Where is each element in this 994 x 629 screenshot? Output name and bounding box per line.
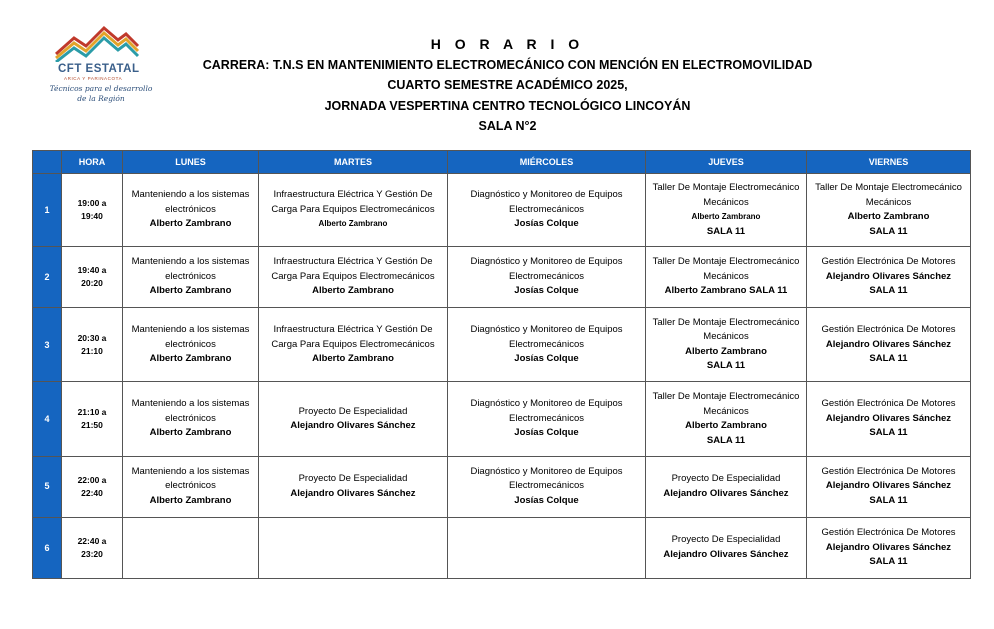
- row-number: 5: [33, 456, 62, 517]
- subject-name: Taller De Montaje Electromecánico Mecánicos: [652, 316, 800, 343]
- class-cell-miercoles: [448, 247, 646, 308]
- room-label: SALA 11: [706, 434, 746, 446]
- class-cell-martes: [259, 382, 448, 456]
- teacher-name: Alberto Zambrano: [318, 219, 388, 229]
- teacher-name: Josías Colque: [514, 218, 579, 230]
- row-number: 2: [33, 247, 62, 308]
- schedule-table: [32, 150, 971, 579]
- subject-name: Manteniendo a los sistemas electrónicos: [131, 324, 250, 350]
- class-cell-miercoles: [448, 308, 646, 382]
- room-label: SALA 11: [869, 285, 908, 297]
- col-header-hora: HORA: [62, 151, 123, 174]
- col-header-num: [33, 151, 62, 174]
- time-slot: [62, 456, 123, 517]
- class-cell-lunes: [123, 308, 259, 382]
- teacher-name: Alberto Zambrano: [312, 353, 394, 365]
- schedule-row: [33, 247, 971, 308]
- class-cell-viernes: [807, 517, 971, 578]
- subject-name: Diagnóstico y Monitoreo de Equipos Electromecánicos: [470, 465, 623, 492]
- subject-name: Infraestructura Eléctrica Y Gestión De Carga Para Equipos Electromecánicos: [271, 324, 435, 350]
- mountains-logo-icon: [54, 24, 140, 62]
- logo-slogan: Técnicos para el desarrollo de la Región: [49, 84, 153, 103]
- teacher-name: Alberto Zambrano: [149, 494, 232, 506]
- schedule-row: [33, 308, 971, 382]
- teacher-name: Alberto Zambrano: [691, 212, 761, 222]
- teacher-name: Alejandro Olivares Sánchez: [663, 487, 789, 499]
- time-slot: [62, 517, 123, 578]
- class-cell-miercoles: [448, 456, 646, 517]
- subject-name: Proyecto De Especialidad: [671, 534, 781, 546]
- class-cell-lunes: [123, 382, 259, 456]
- teacher-name: Josías Colque: [514, 494, 579, 506]
- room-label: SALA 11: [706, 225, 746, 237]
- time-start: 19:40 a: [77, 265, 107, 276]
- time-end: 21:50: [81, 420, 103, 431]
- teacher-name: Alberto Zambrano: [312, 285, 394, 297]
- col-header-miercoles: MIÉRCOLES: [448, 151, 646, 174]
- teacher-name: Alberto Zambrano: [847, 211, 930, 223]
- time-end: 19:40: [81, 211, 103, 222]
- teacher-name: Alberto Zambrano: [149, 285, 232, 297]
- subject-name: Gestión Electrónica De Motores: [821, 256, 956, 268]
- teacher-name: Alberto Zambrano: [149, 427, 232, 439]
- class-cell-jueves: [646, 174, 807, 247]
- class-cell-jueves: [646, 247, 807, 308]
- teacher-name: Josías Colque: [514, 353, 579, 365]
- subject-name: Manteniendo a los sistemas electrónicos: [131, 256, 250, 282]
- schedule-row: [33, 174, 971, 247]
- col-header-viernes: VIERNES: [807, 151, 971, 174]
- subject-name: Gestión Electrónica De Motores: [821, 527, 956, 539]
- class-cell-miercoles: [448, 382, 646, 456]
- subject-name: Proyecto De Especialidad: [671, 473, 781, 485]
- subject-name: Gestión Electrónica De Motores: [821, 465, 956, 477]
- teacher-name: Alejandro Olivares Sánchez: [825, 338, 952, 350]
- class-cell-lunes: [123, 517, 259, 578]
- class-cell-martes: [259, 308, 448, 382]
- teacher-name: Alberto Zambrano: [685, 345, 767, 357]
- row-number: 1: [33, 174, 62, 247]
- teacher-name: Alejandro Olivares Sánchez: [825, 412, 952, 424]
- room-label: SALA 11: [869, 427, 908, 439]
- schedule-row: [33, 456, 971, 517]
- subject-name: Infraestructura Eléctrica Y Gestión De Carga Para Equipos Electromecánicos: [271, 189, 435, 215]
- semester-line: CUARTO SEMESTRE ACADÉMICO 2025,: [387, 78, 628, 92]
- subject-name: Proyecto De Especialidad: [298, 473, 408, 485]
- time-slot: [62, 247, 123, 308]
- subject-name: Diagnóstico y Monitoreo de Equipos Electromecánicos: [470, 189, 623, 215]
- room-label: SALA 11: [869, 494, 908, 506]
- shift-line: JORNADA VESPERTINA CENTRO TECNOLÓGICO LINCOYÁN: [324, 98, 691, 113]
- document-header: [150, 34, 865, 137]
- page-title: H O R A R I O: [430, 36, 585, 52]
- time-start: 22:00 a: [77, 474, 107, 485]
- time-slot: [62, 174, 123, 247]
- subject-name: Manteniendo a los sistemas electrónicos: [131, 398, 250, 424]
- teacher-name: Alejandro Olivares Sánchez: [825, 480, 952, 492]
- teacher-name: Alberto Zambrano SALA 11: [664, 285, 788, 297]
- class-cell-martes: [259, 456, 448, 517]
- time-start: 20:30 a: [77, 332, 107, 343]
- time-end: 23:20: [81, 548, 103, 559]
- class-cell-martes: [259, 517, 448, 578]
- class-cell-viernes: [807, 308, 971, 382]
- subject-name: Taller De Montaje Electromecánico Mecánicos: [815, 182, 962, 208]
- room-label: SALA 11: [869, 556, 908, 568]
- col-header-martes: MARTES: [259, 151, 448, 174]
- institution-logo: [44, 24, 156, 112]
- teacher-name: Alejandro Olivares Sánchez: [290, 487, 416, 499]
- class-cell-martes: [259, 247, 448, 308]
- subject-name: Diagnóstico y Monitoreo de Equipos Electromecánicos: [470, 324, 623, 350]
- subject-name: Proyecto De Especialidad: [298, 405, 408, 417]
- subject-name: Taller De Montaje Electromecánico Mecánicos: [652, 391, 800, 417]
- class-cell-viernes: [807, 382, 971, 456]
- time-end: 20:20: [81, 278, 103, 289]
- teacher-name: Alberto Zambrano: [685, 420, 767, 432]
- subject-name: Gestión Electrónica De Motores: [821, 324, 956, 336]
- row-number: 3: [33, 308, 62, 382]
- teacher-name: Alejandro Olivares Sánchez: [663, 548, 789, 560]
- room-label: SALA 11: [869, 225, 908, 237]
- time-start: 19:00 a: [77, 198, 107, 209]
- room-line: SALA N°2: [478, 119, 537, 133]
- class-cell-viernes: [807, 456, 971, 517]
- time-end: 21:10: [81, 345, 103, 356]
- class-cell-lunes: [123, 456, 259, 517]
- logo-region: ARICA Y PARINACOTA: [64, 76, 123, 81]
- logo-name: CFT ESTATAL: [58, 63, 140, 75]
- time-slot: [62, 382, 123, 456]
- subject-name: Gestión Electrónica De Motores: [821, 398, 956, 410]
- teacher-name: Josías Colque: [514, 427, 579, 439]
- subject-name: Manteniendo a los sistemas electrónicos: [131, 465, 250, 492]
- teacher-name: Alberto Zambrano: [149, 353, 232, 365]
- time-start: 21:10 a: [77, 407, 107, 418]
- career-line: CARRERA: T.N.S EN MANTENIMIENTO ELECTROMECÁNICO CON MENCIÓN EN ELECTROMOVILIDAD: [202, 57, 813, 72]
- subject-name: Manteniendo a los sistemas electrónicos: [131, 189, 250, 215]
- class-cell-jueves: [646, 382, 807, 456]
- row-number: 6: [33, 517, 62, 578]
- schedule-row: [33, 517, 971, 578]
- room-label: SALA 11: [869, 353, 908, 365]
- teacher-name: Alejandro Olivares Sánchez: [825, 541, 952, 553]
- subject-name: Taller De Montaje Electromecánico Mecánicos: [652, 256, 800, 282]
- class-cell-lunes: [123, 174, 259, 247]
- time-slot: [62, 308, 123, 382]
- time-start: 22:40 a: [77, 535, 107, 546]
- subject-name: Diagnóstico y Monitoreo de Equipos Electromecánicos: [470, 256, 623, 282]
- class-cell-jueves: [646, 308, 807, 382]
- col-header-lunes: LUNES: [123, 151, 259, 174]
- subject-name: Infraestructura Eléctrica Y Gestión De Carga Para Equipos Electromecánicos: [271, 256, 435, 282]
- subject-name: Diagnóstico y Monitoreo de Equipos Electromecánicos: [470, 398, 623, 424]
- row-number: 4: [33, 382, 62, 456]
- class-cell-jueves: [646, 456, 807, 517]
- room-label: SALA 11: [706, 360, 746, 372]
- class-cell-lunes: [123, 247, 259, 308]
- class-cell-jueves: [646, 517, 807, 578]
- teacher-name: Alejandro Olivares Sánchez: [825, 270, 952, 282]
- time-end: 22:40: [81, 487, 103, 498]
- header-row: [33, 151, 971, 174]
- teacher-name: Josías Colque: [514, 285, 579, 297]
- teacher-name: Alejandro Olivares Sánchez: [290, 420, 416, 432]
- class-cell-viernes: [807, 174, 971, 247]
- schedule-row: [33, 382, 971, 456]
- class-cell-martes: [259, 174, 448, 247]
- class-cell-viernes: [807, 247, 971, 308]
- class-cell-miercoles: [448, 174, 646, 247]
- class-cell-miercoles: [448, 517, 646, 578]
- subject-name: Taller De Montaje Electromecánico Mecánicos: [652, 182, 800, 208]
- col-header-jueves: JUEVES: [646, 151, 807, 174]
- teacher-name: Alberto Zambrano: [149, 218, 232, 230]
